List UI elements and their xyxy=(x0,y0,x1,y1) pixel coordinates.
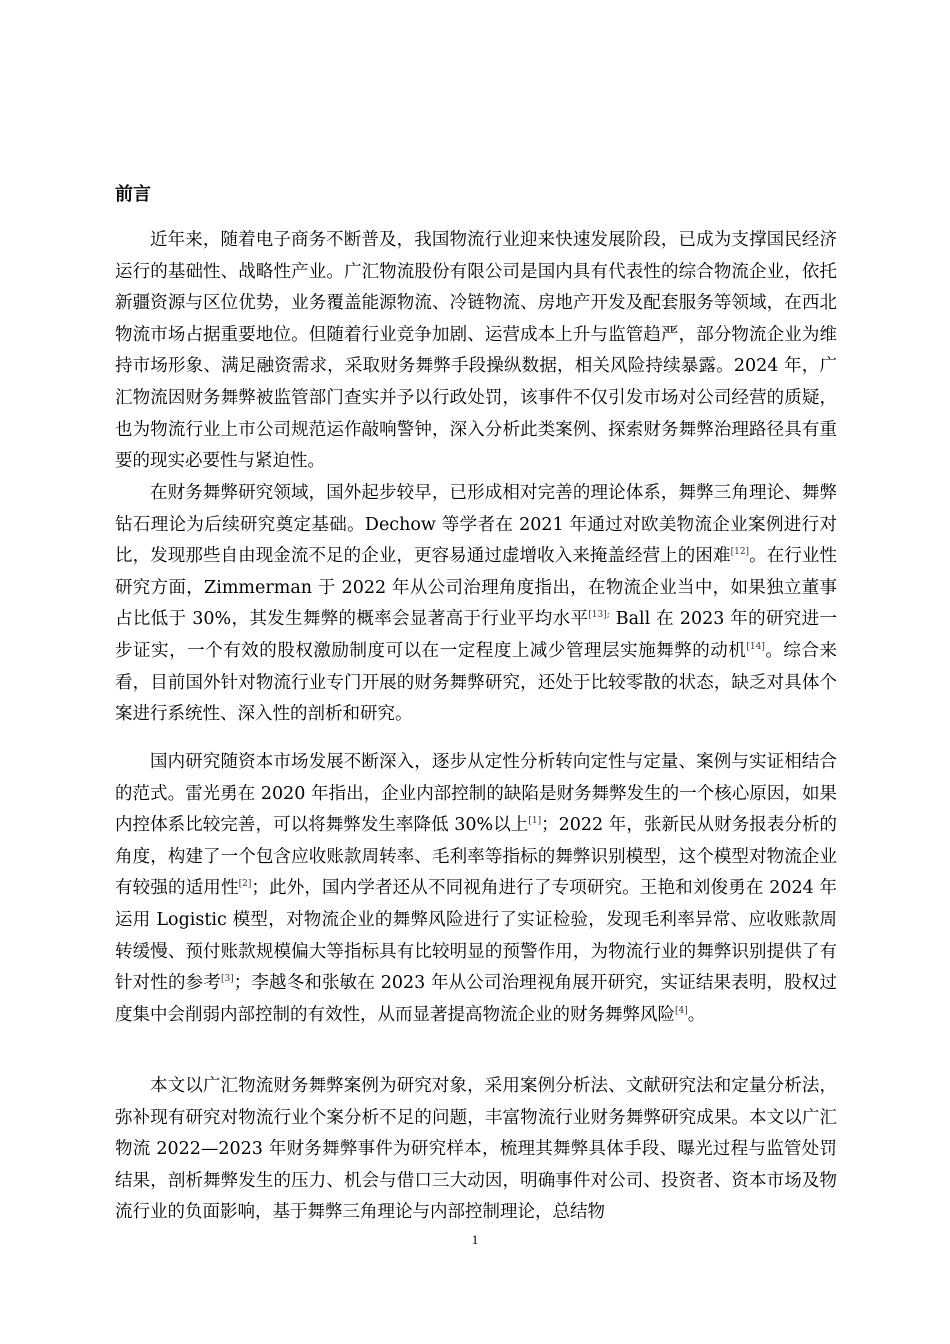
citation-marker: [13]; xyxy=(588,610,610,621)
citation-marker: [1] xyxy=(528,816,542,827)
citation-marker: [2] xyxy=(238,879,252,890)
text-run: 国内研究随资本市场发展不断深入，逐步从定性分析转向定性与定量、案例与实证相结合的范式。雷光勇在 2020 年指出，企业内部控制的缺陷是财务舞弊发生的一个核心原因，如果内控体系比较完善，可以将舞弊发生率降低 30%以上 xyxy=(115,752,837,836)
paragraph-2 xyxy=(115,478,837,731)
text-run: Ball 在 2023 年的研究进一步证实，一个有效的股权激励制度可以在一定程度上减少管理层实施舞弊的动机 xyxy=(115,609,837,661)
paragraph-3 xyxy=(115,747,837,1031)
paragraph-4 xyxy=(115,1071,837,1229)
text-run: 。 xyxy=(687,1004,706,1025)
text-run: 。综合来看，目前国外针对物流行业专门开展的财务舞弊研究，还处于比较零散的状态，缺乏对具体个案进行系统性、深入性的剖析和研究。 xyxy=(115,640,837,725)
paragraph-1 xyxy=(115,225,837,478)
citation-marker: [3] xyxy=(220,974,234,985)
text-run: 。在行业性研究方面，Zimmerman 于 2022 年从公司治理角度指出，在物流企业当中，如果独立董事占比低于 30%，其发生舞弊的概率会显著高于行业平均水平 xyxy=(115,546,838,630)
section-heading: 前言 xyxy=(115,184,151,205)
citation-marker: [4] xyxy=(675,1005,688,1016)
text-run: 近年来，随着电子商务不断普及，我国物流行业迎来快速发展阶段，已成为支撑国民经济运行的基础性、战略性产业。广汇物流股份有限公司是国内具有代表性的综合物流企业，依托新疆资源与区位优势，业务覆盖能源物流、冷链物流、房地产开发及配套服务等领域，在西北物流市场占据重要地位。但随着行业竞争加剧、运营成本上升与监管趋严，部分物流企业为维持市场形象、满足融资需求，采取财务舞弊手段操纵数据，相关风险持续暴露。2024 年，广汇物流因财务舞弊被监管部门查实并予以行政处罚，该事件不仅引发市场对公司经营的质疑，也为物流行业上市公司规范运作敲响警钟，深入分析此类案例、探索财务舞弊治理路径具有重要的现实必要性与紧迫性。 xyxy=(115,230,837,472)
page-number: 1 xyxy=(471,1232,479,1247)
text-run: ；李越冬和张敏在 2023 年从公司治理视角展开研究，实证结果表明，股权过度集中会削弱内部控制的有效性，从而显著提高物流企业的财务舞弊风险 xyxy=(115,973,837,1025)
citation-marker: [12] xyxy=(730,547,750,558)
text-run: 在财务舞弊研究领域，国外起步较早，已形成相对完善的理论体系，舞弊三角理论、舞弊钻石理论为后续研究奠定基础。Dechow 等学者在 2021 年通过对欧美物流企业案例进行对比，发现那些自由现金流不足的企业，更容易通过虚增收入来掩盖经营上的困难 xyxy=(115,483,837,567)
citation-marker: [14] xyxy=(746,641,765,652)
text-run: ；此外，国内学者还从不同视角进行了专项研究。王艳和刘俊勇在 2024 年运用 Logistic 模型，对物流企业的舞弊风险进行了实证检验，发现毛利率异常、应收账款周转缓慢、预付账款规模偏大等指标具有比较明显的预警作用，为物流行业的舞弊识别提供了有针对性的参考 xyxy=(115,878,837,994)
text-run: 本文以广汇物流财务舞弊案例为研究对象，采用案例分析法、文献研究法和定量分析法，弥补现有研究对物流行业个案分析不足的问题，丰富物流行业财务舞弊研究成果。本文以广汇物流 2022—2023 年财务舞弊事件为研究样本，梳理其舞弊具体手段、曝光过程与监管处罚结果，剖析舞弊发生的压力、机会与借口三大动因，明确事件对公司、投资者、资本市场及物流行业的负面影响，基于舞弊三角理论与内部控制理论，总结物 xyxy=(115,1076,837,1223)
text-run: ；2022 年，张新民从财务报表分析的角度，构建了一个包含应收账款周转率、毛利率等指标的舞弊识别模型，这个模型对物流企业有较强的适用性 xyxy=(115,815,837,899)
